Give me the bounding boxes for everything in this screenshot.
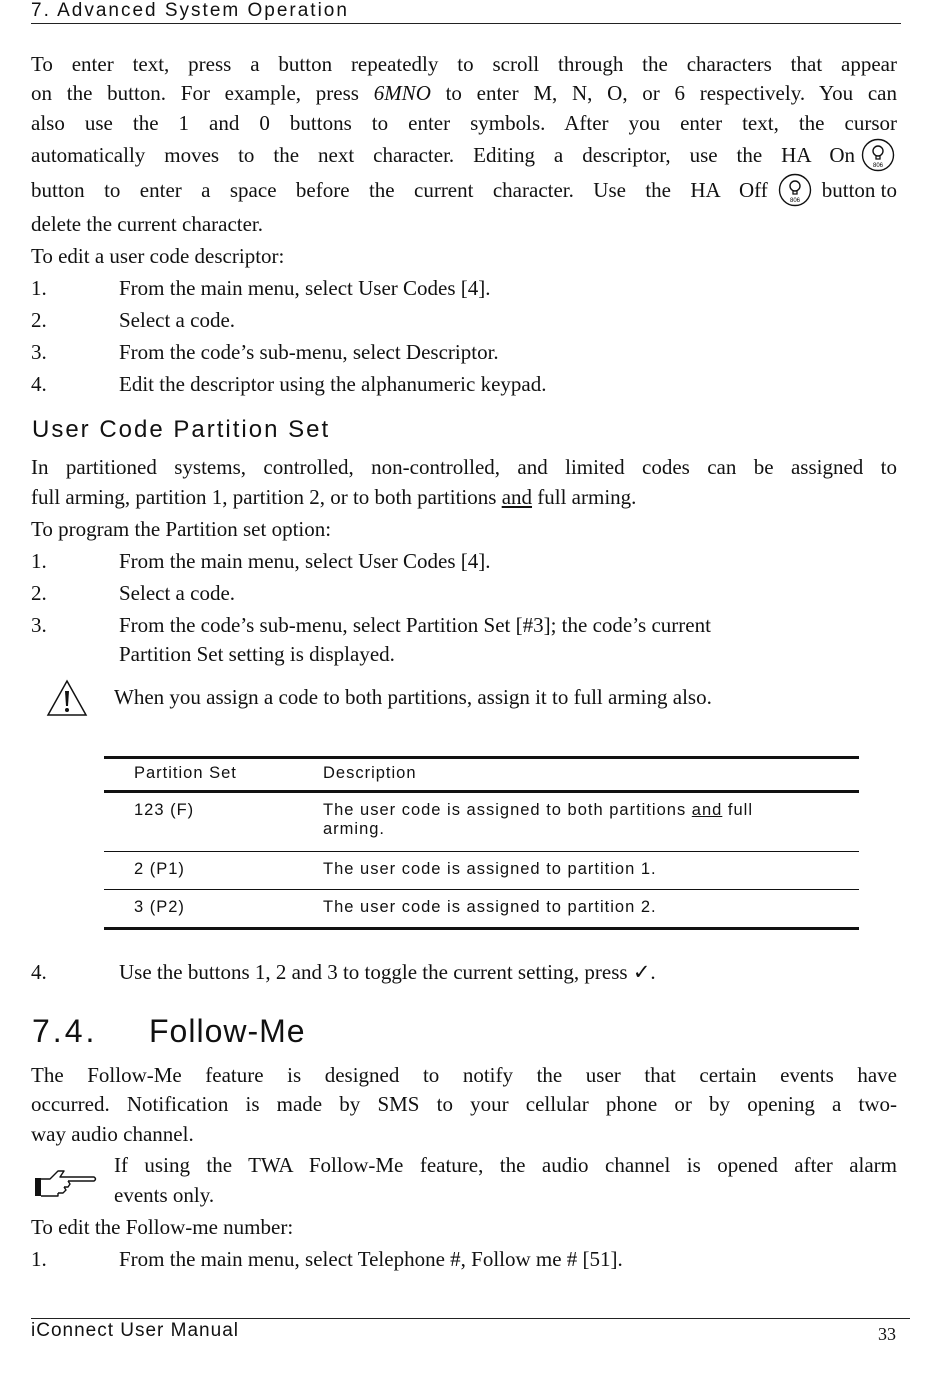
table-header: Description	[293, 758, 859, 792]
intro-line-3: also use the 1 and 0 buttons to enter symbols. After you enter text, the cursor	[31, 111, 897, 135]
step-number: 3.	[31, 340, 47, 364]
step-text: Select a code.	[119, 308, 236, 332]
note-paragraph	[114, 1153, 897, 1213]
step-text: From the code’s sub-menu, select Descriptor.	[119, 340, 499, 364]
follow-me-lead: To edit the Follow-me number:	[31, 1215, 294, 1239]
note-line-1: If using the TWA Follow-Me feature, the audio channel is opened after alarm	[114, 1153, 897, 1177]
note-line-2: events only.	[114, 1183, 215, 1207]
section-title: Follow-Me	[149, 1013, 306, 1049]
step-number: 1.	[31, 1247, 47, 1271]
intro-line-1: To enter text, press a button repeatedly to scroll through the characters that appear	[31, 52, 897, 76]
partition-paragraph	[31, 455, 897, 515]
table-cell: 3 (P2)	[104, 890, 293, 929]
table-row	[104, 792, 859, 852]
intro-line-4: automatically moves to the next character. Editing a descriptor, use the HA On 806	[31, 138, 897, 172]
partition-set-table	[104, 756, 859, 930]
footer-rule	[31, 1318, 910, 1319]
step-number: 2.	[31, 308, 47, 332]
step-text: From the main menu, select User Codes [4].	[119, 276, 491, 300]
table-cell: The user code is assigned to partition 1.	[293, 852, 859, 890]
follow-me-line-2: occurred. Notification is made by SMS to your cellular phone or by opening a two-	[31, 1092, 897, 1116]
intro-line-6: delete the current character.	[31, 212, 264, 236]
warning-text: When you assign a code to both partitions, assign it to full arming also.	[114, 685, 712, 709]
table-cell: The user code is assigned to both partitions and full arming.	[293, 792, 859, 852]
follow-me-paragraph	[31, 1063, 897, 1153]
edit-descriptor-lead: To edit a user code descriptor:	[31, 244, 285, 268]
section-number: 7.4.	[32, 1013, 98, 1049]
step-number: 1.	[31, 549, 47, 573]
section-heading: User Code Partition Set	[32, 416, 331, 443]
step-text: From the code’s sub-menu, select Partition Set [#3]; the code’s current	[119, 613, 711, 637]
step-text: From the main menu, select User Codes [4].	[119, 549, 491, 573]
partition-line-2: full arming, partition 1, partition 2, or to both partitions and full arming.	[31, 485, 637, 509]
key-label: 6MNO	[373, 81, 431, 105]
partition-lead: To program the Partition set option:	[31, 517, 332, 541]
footer-title: iConnect User Manual	[31, 1320, 239, 1341]
step-text-continued: Partition Set setting is displayed.	[119, 642, 395, 666]
pointing-hand-icon	[34, 1165, 98, 1199]
warning-icon	[46, 679, 88, 717]
step-number: 2.	[31, 581, 47, 605]
table-header: Partition Set	[104, 758, 293, 792]
follow-me-line-3: way audio channel.	[31, 1122, 194, 1146]
table-cell: 2 (P1)	[104, 852, 293, 890]
svg-text:806: 806	[789, 198, 800, 204]
intro-line-5: button to enter a space before the current character. Use the HA Off 806 button to	[31, 173, 897, 207]
step-number: 3.	[31, 613, 47, 637]
ha-off-icon	[778, 173, 812, 207]
running-header: 7. Advanced System Operation	[31, 0, 349, 21]
ha-on-icon	[861, 138, 895, 172]
table-row	[104, 890, 859, 929]
step-text: Edit the descriptor using the alphanumeric keypad.	[119, 372, 547, 396]
step-text: Select a code.	[119, 581, 236, 605]
step-number: 4.	[31, 372, 47, 396]
page-number: 33	[878, 1324, 896, 1344]
table-row	[104, 852, 859, 890]
step-text: From the main menu, select Telephone #, Follow me # [51].	[119, 1247, 623, 1271]
intro-line-2: on the button. For example, press 6MNO to enter M, N, O, or 6 respectively. You can	[31, 81, 897, 105]
table-cell: 123 (F)	[104, 792, 293, 852]
table-cell: The user code is assigned to partition 2.	[293, 890, 859, 929]
intro-paragraph	[31, 52, 897, 242]
step-number: 1.	[31, 276, 47, 300]
follow-me-line-1: The Follow-Me feature is designed to notify the user that certain events have	[31, 1063, 897, 1087]
header-rule	[31, 23, 901, 24]
svg-text:806: 806	[872, 163, 884, 169]
partition-line-1: In partitioned systems, controlled, non-controlled, and limited codes can be assigned to	[31, 455, 897, 479]
step-number: 4.	[31, 960, 47, 984]
step-text: Use the buttons 1, 2 and 3 to toggle the current setting, press ✓.	[119, 960, 656, 984]
